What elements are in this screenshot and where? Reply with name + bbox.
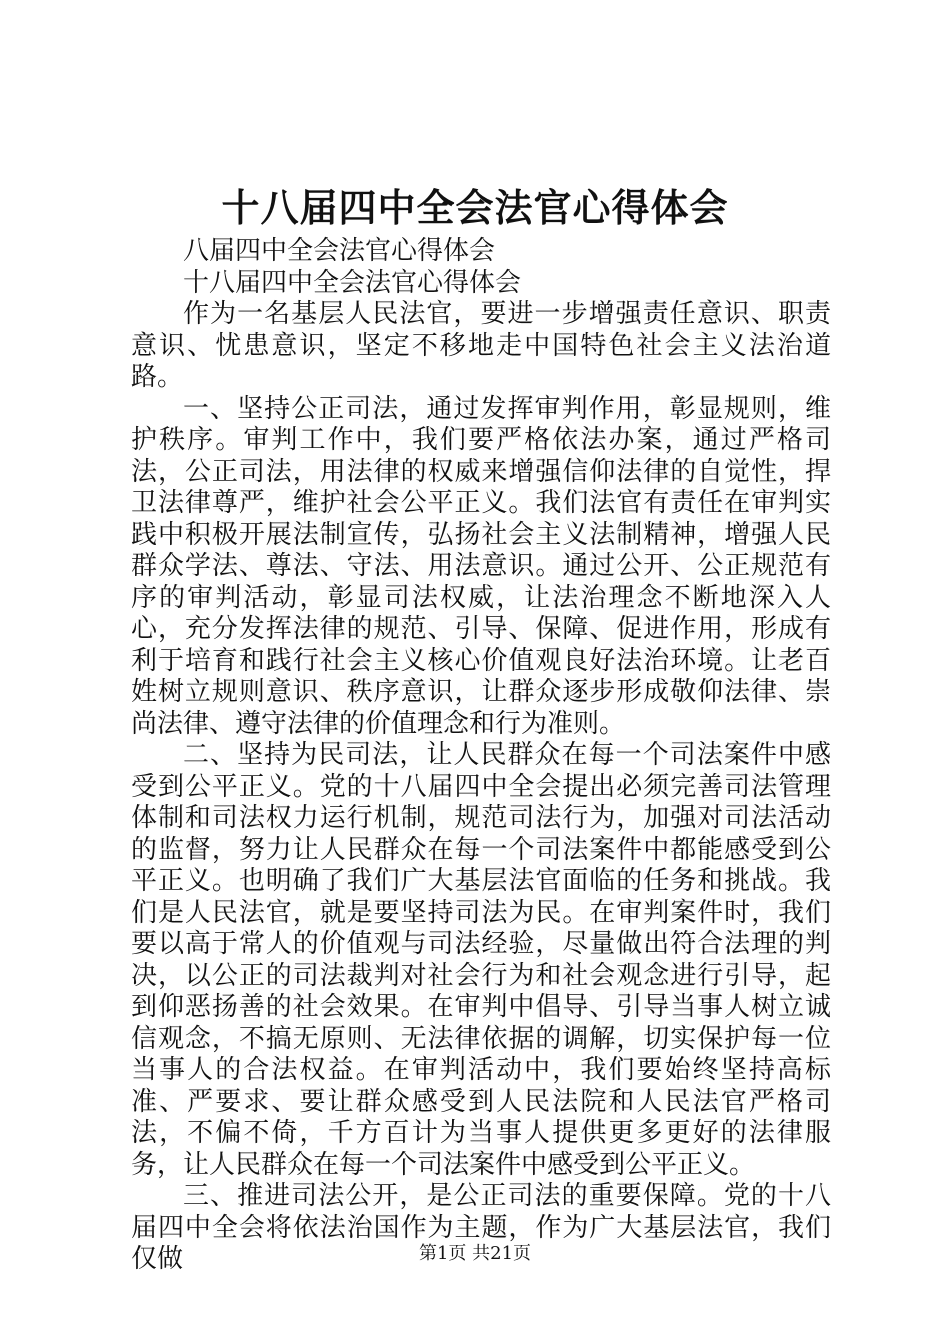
document-title: 十八届四中全会法官心得体会 [221, 185, 729, 230]
paragraph-section-1: 一、坚持公正司法，通过发挥审判作用，彰显规则，维护秩序。审判工作中，我们要严格依法办案，通过严格司法，公正司法，用法律的权威来增强信仰法律的自觉性，捍卫法律尊严，维护社会公平正义。我们法官有责任在审判实践中积极开展法制宣传，弘扬社会主义法制精神，增强人民群众学法、尊法、守法、用法意识。通过公开、公正规范有序的审判活动，彰显司法权威，让法治理念不断地深入人心，充分发挥法律的规范、引导、保障、促进作用，形成有利于培育和践行社会主义核心价值观良好法治环境。让老百姓树立规则意识、秩序意识，让群众逐步形成敬仰法律、崇尚法律、遵守法律的价值理念和行为准则。 [131, 393, 831, 739]
paragraph-subtitle-2: 十八届四中全会法官心得体会 [183, 267, 522, 298]
document-body [131, 236, 831, 1276]
paragraph-section-2: 二、坚持为民司法，让人民群众在每一个司法案件中感受到公平正义。党的十八届四中全会提出必须完善司法管理体制和司法权力运行机制，规范司法行为，加强对司法活动的监督，努力让人民群众在每一个司法案件中都能感受到公平正义。也明确了我们广大基层法官面临的任务和挑战。我们是人民法官，就是要坚持司法为民。在审判案件时，我们要以高于常人的价值观与司法经验，尽量做出符合法理的判决，以公正的司法裁判对社会行为和社会观念进行引导，起到仰恶扬善的社会效果。在审判中倡导、引导当事人树立诚信观念，不搞无原则、无法律依据的调解，切实保护每一位当事人的合法权益。在审判活动中，我们要始终坚持高标准、严要求、要让群众感受到人民法院和人民法官严格司法，不偏不倚，千方百计为当事人提供更多更好的法律服务，让人民群众在每一个司法案件中感受到公平正义。 [131, 740, 831, 1180]
paragraph-section-3: 三、推进司法公开，是公正司法的重要保障。党的十八届四中全会将依法治国作为主题，作为广大基层法官，我们仅做 [131, 1181, 831, 1274]
paragraph-intro: 作为一名基层人民法官，要进一步增强责任意识、职责意识、忧患意识，坚定不移地走中国特色社会主义法治道路。 [131, 299, 831, 392]
page-footer: 第1页 共21页 [418, 1243, 532, 1264]
paragraph-subtitle-1: 八届四中全会法官心得体会 [183, 236, 496, 266]
